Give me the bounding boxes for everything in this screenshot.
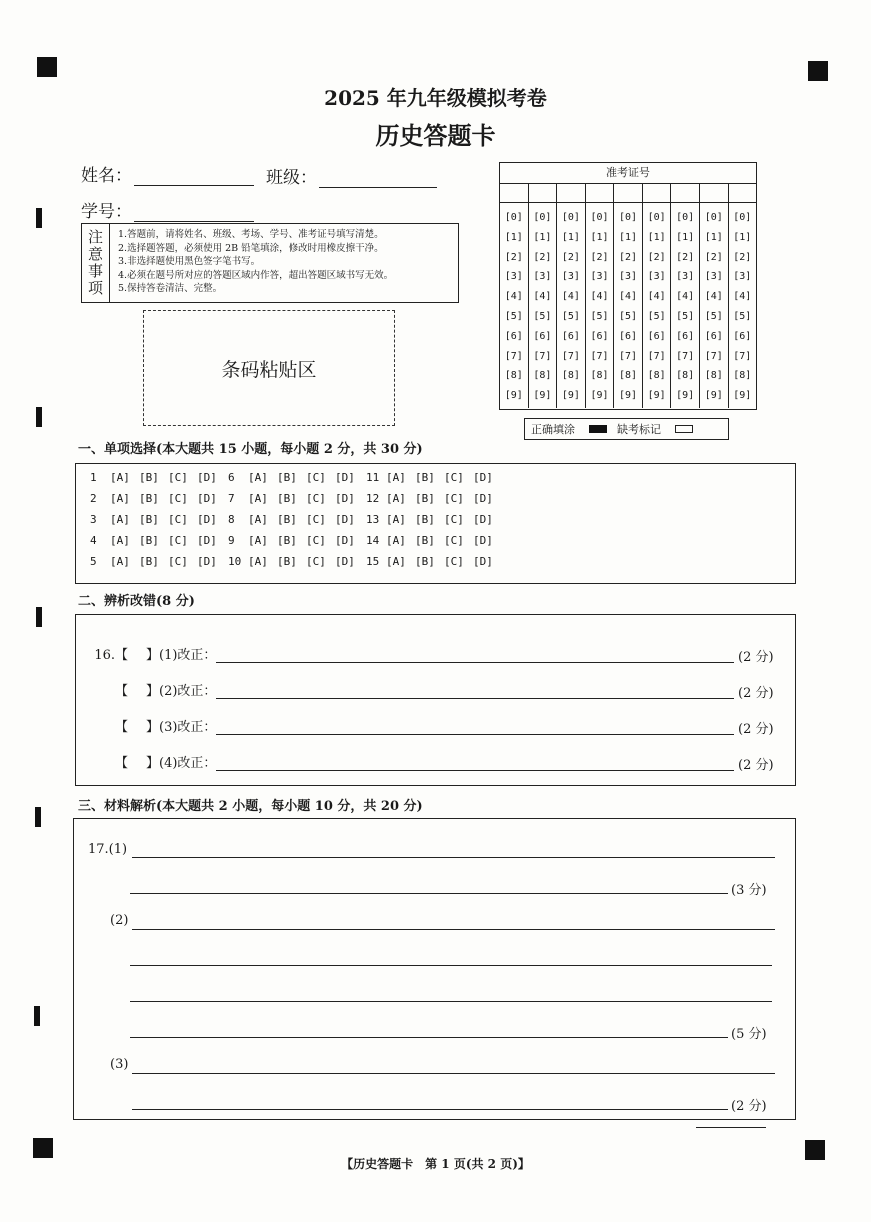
mc-question [90,513,228,526]
option-bubble[interactable]: [C] [444,513,464,526]
notice-items [110,224,393,302]
option-bubble[interactable]: [C] [168,471,188,484]
digit-bubble[interactable]: [8] [590,370,609,382]
question-number: 1 [90,471,97,484]
digit-bubble[interactable]: [9] [533,390,552,402]
mc-question [228,513,366,526]
correction-label: (3)改正： [159,720,217,735]
option-bubble[interactable]: [C] [306,513,326,526]
option-bubble[interactable]: [A] [110,534,130,547]
timing-mark [35,807,41,827]
digit-bubble[interactable]: [3] [647,271,666,283]
digit-bubble[interactable]: [7] [504,350,523,362]
notice-label-char: 意 [87,245,103,263]
q17-2-label: (2) [110,913,129,928]
admission-number-grid [499,162,757,410]
answer-line[interactable] [130,965,772,966]
digit-bubble[interactable]: [6] [733,330,752,342]
option-bubble[interactable]: [D] [335,534,355,547]
mc-row [90,555,504,568]
q17-1-points: (3 分) [731,883,767,898]
mc-row [90,513,504,526]
section2-heading: 二、辨析改错(8 分) [78,594,195,609]
class-field[interactable] [266,163,437,188]
name-line[interactable] [134,168,254,186]
absent-mark-box[interactable] [675,425,693,433]
notice-item: 2.选择题答题，必须使用 2B 铅笔填涂，修改时用橡皮擦干净。 [118,242,384,254]
correction-points: (2 分) [738,686,774,701]
digit-bubble[interactable]: [1] [590,231,609,243]
digit-bubble[interactable]: [0] [676,212,695,223]
mc-question [366,471,504,484]
option-bubble[interactable]: [C] [168,534,188,547]
correction-answer-line[interactable] [216,755,734,771]
digit-bubble[interactable]: [0] [733,212,752,223]
admission-digit-column [529,203,558,408]
option-bubble[interactable]: [A] [386,555,406,568]
digit-bubble[interactable]: [3] [733,271,752,283]
fill-legend [524,418,729,440]
digit-bubble[interactable]: [6] [647,330,666,342]
digit-bubble[interactable]: [0] [704,212,723,223]
notice-item: 4.必须在题号所对应的答题区域内作答，超出答题区域书写无效。 [118,269,394,281]
admission-digit-column [500,203,529,408]
digit-bubble[interactable]: [8] [704,370,723,382]
mc-question [366,513,504,526]
option-bubble[interactable]: [B] [415,492,435,505]
barcode-label: 条码粘贴区 [221,358,317,381]
mc-question [228,471,366,484]
digit-bubble[interactable]: [4] [647,291,666,303]
digit-bubble[interactable]: [8] [533,370,552,382]
digit-bubble[interactable]: [6] [704,330,723,342]
option-bubble[interactable]: [D] [197,471,217,484]
digit-bubble[interactable]: [9] [733,390,752,402]
digit-bubble[interactable]: [4] [619,291,638,303]
digit-bubble[interactable]: [5] [504,310,523,322]
option-bubble[interactable]: [B] [139,534,159,547]
correction-bracket-close: 】 [146,756,160,771]
digit-bubble[interactable]: [4] [733,291,752,303]
digit-bubble[interactable]: [4] [533,291,552,303]
question-number: 14 [366,534,380,547]
question-number: 13 [366,513,380,526]
absent-mark-label: 缺考标记 [617,423,661,436]
admission-digit-column [671,203,700,408]
mc-question [366,555,504,568]
answer-line[interactable] [132,1073,775,1074]
option-bubble[interactable]: [B] [415,555,435,568]
digit-bubble[interactable]: [7] [647,350,666,362]
correct-fill-label: 正确填涂 [531,423,575,436]
digit-bubble[interactable]: [8] [676,370,695,382]
mc-question [366,534,504,547]
option-bubble[interactable]: [A] [386,492,406,505]
answer-line[interactable] [130,893,728,894]
digit-bubble[interactable]: [8] [733,370,752,382]
section3-heading: 三、材料解析(本大题共 2 小题，每小题 10 分，共 20 分) [78,799,423,814]
option-bubble[interactable]: [A] [386,534,406,547]
digit-bubble[interactable]: [6] [504,330,523,342]
timing-mark [34,1006,40,1026]
correction-row [88,716,734,735]
digit-bubble[interactable]: [3] [561,271,580,283]
digit-bubble[interactable]: [5] [704,310,723,322]
mc-row [90,534,504,547]
correction-row [88,752,734,771]
digit-bubble[interactable]: [3] [533,271,552,283]
digit-bubble[interactable]: [1] [504,231,523,243]
option-bubble[interactable]: [A] [248,492,268,505]
name-field[interactable] [81,161,254,186]
q17-1-label: 17.(1) [88,842,128,857]
digit-bubble[interactable]: [7] [704,350,723,362]
digit-bubble[interactable]: [7] [733,350,752,362]
digit-bubble[interactable]: [7] [676,350,695,362]
mc-row [90,471,504,484]
mc-question [228,555,366,568]
digit-bubble[interactable]: [4] [504,291,523,303]
digit-bubble[interactable]: [9] [561,390,580,402]
correction-answer-line[interactable] [216,719,734,735]
option-bubble[interactable]: [C] [168,492,188,505]
digit-bubble[interactable]: [3] [590,271,609,283]
digit-bubble[interactable]: [1] [533,231,552,243]
correction-row [88,644,734,663]
digit-bubble[interactable]: [9] [704,390,723,402]
option-bubble[interactable]: [D] [197,492,217,505]
page-footer: 【历史答题卡 第 1 页(共 2 页)】 [341,1157,530,1171]
notice-label-char: 事 [87,262,103,280]
option-bubble[interactable]: [C] [444,492,464,505]
digit-bubble[interactable]: [2] [590,251,609,263]
option-bubble[interactable]: [B] [277,513,297,526]
mc-question [90,555,228,568]
correction-answer-line[interactable] [216,683,734,699]
option-bubble[interactable]: [A] [110,513,130,526]
option-bubble[interactable]: [A] [386,513,406,526]
notice-box [81,223,459,303]
section1-heading: 一、单项选择(本大题共 15 小题，每小题 2 分，共 30 分) [78,442,423,457]
option-bubble[interactable]: [D] [335,555,355,568]
notice-label-char: 项 [87,279,103,297]
answer-line[interactable] [130,1001,772,1002]
digit-bubble[interactable]: [7] [561,350,580,362]
question-number: 10 [228,555,242,568]
option-bubble[interactable]: [B] [415,534,435,547]
option-bubble[interactable]: [A] [248,513,268,526]
option-bubble[interactable]: [C] [168,555,188,568]
digit-bubble[interactable]: [3] [619,271,638,283]
correction-prefix: 16.【 [94,648,128,663]
class-label: 班级： [266,168,317,188]
option-bubble[interactable]: [D] [473,492,493,505]
digit-bubble[interactable]: [4] [676,291,695,303]
digit-bubble[interactable]: [6] [619,330,638,342]
correction-bracket-close: 】 [146,720,160,735]
correction-points: (2 分) [738,650,774,665]
option-bubble[interactable]: [B] [139,471,159,484]
correction-prefix: 【 [114,756,128,771]
option-bubble[interactable]: [D] [197,513,217,526]
digit-bubble[interactable]: [0] [561,212,580,223]
timing-mark [36,208,42,228]
admission-digit-column [643,203,672,408]
option-bubble[interactable]: [A] [248,555,268,568]
digit-bubble[interactable]: [0] [647,212,666,223]
q17-2-points: (5 分) [731,1027,767,1042]
option-bubble[interactable]: [B] [415,513,435,526]
option-bubble[interactable]: [D] [335,471,355,484]
option-bubble[interactable]: [D] [197,555,217,568]
digit-bubble[interactable]: [8] [647,370,666,382]
option-bubble[interactable]: [B] [277,555,297,568]
correction-label: (4)改正： [159,756,217,771]
correction-prefix: 【 [114,684,128,699]
notice-item: 1.答题前，请将姓名、班级、考场、学号、准考证号填写清楚。 [118,229,384,240]
digit-bubble[interactable]: [5] [533,310,552,322]
q17-3-label: (3) [110,1057,129,1072]
digit-bubble[interactable]: [8] [504,370,523,382]
correction-points: (2 分) [738,758,774,773]
option-bubble[interactable]: [B] [415,471,435,484]
question-number: 5 [90,555,97,568]
digit-bubble[interactable]: [0] [590,212,609,223]
question-number: 3 [90,513,97,526]
digit-bubble[interactable]: [9] [676,390,695,402]
digit-bubble[interactable]: [7] [590,350,609,362]
digit-bubble[interactable]: [4] [590,291,609,303]
digit-bubble[interactable]: [5] [619,310,638,322]
mc-question [90,492,228,505]
digit-bubble[interactable]: [2] [647,251,666,263]
admission-digit-column [586,203,615,408]
mc-question [228,534,366,547]
option-bubble[interactable]: [C] [444,555,464,568]
digit-bubble[interactable]: [3] [704,271,723,283]
option-bubble[interactable]: [A] [110,492,130,505]
notice-item: 5.保持答卷清洁、完整。 [118,283,223,294]
digit-bubble[interactable]: [8] [561,370,580,382]
option-bubble[interactable]: [B] [139,513,159,526]
answer-line[interactable] [132,857,775,858]
option-bubble[interactable]: [D] [473,513,493,526]
digit-bubble[interactable]: [5] [561,310,580,322]
digit-bubble[interactable]: [8] [619,370,638,382]
digit-bubble[interactable]: [1] [704,231,723,243]
correction-row [88,680,734,699]
question-number: 4 [90,534,97,547]
q17-3-points: (2 分) [731,1099,767,1114]
digit-bubble[interactable]: [9] [619,390,638,402]
timing-mark [36,607,42,627]
digit-bubble[interactable]: [5] [676,310,695,322]
digit-bubble[interactable]: [9] [647,390,666,402]
option-bubble[interactable]: [A] [248,471,268,484]
question-number: 8 [228,513,235,526]
corner-mark-top-left [37,57,57,77]
digit-bubble[interactable]: [9] [590,390,609,402]
answer-line[interactable] [132,929,775,930]
digit-bubble[interactable]: [5] [733,310,752,322]
answer-line[interactable] [132,1109,728,1110]
correct-fill-swatch [589,425,607,433]
option-bubble[interactable]: [D] [197,534,217,547]
option-bubble[interactable]: [A] [248,534,268,547]
option-bubble[interactable]: [C] [306,492,326,505]
digit-bubble[interactable]: [0] [619,212,638,223]
mc-question [366,492,504,505]
correction-points: (2 分) [738,722,774,737]
option-bubble[interactable]: [B] [139,555,159,568]
option-bubble[interactable]: [D] [335,492,355,505]
student-id-label: 学号： [81,202,132,222]
option-bubble[interactable]: [C] [168,513,188,526]
barcode-area [143,310,395,426]
student-id-line[interactable] [134,204,254,222]
correction-bracket-close: 】 [146,648,160,663]
digit-bubble[interactable]: [3] [504,271,523,283]
correction-label: (1)改正： [159,648,217,663]
correction-bracket-close: 】 [146,684,160,699]
digit-bubble[interactable]: [5] [590,310,609,322]
correction-label: (2)改正： [159,684,217,699]
digit-bubble[interactable]: [2] [533,251,552,263]
question-number: 2 [90,492,97,505]
question-number: 12 [366,492,380,505]
card-title: 历史答题卡 [375,121,496,150]
admission-label: 准考证号 [500,163,756,184]
digit-bubble[interactable]: [0] [504,212,523,223]
digit-bubble[interactable]: [6] [533,330,552,342]
digit-bubble[interactable]: [1] [619,231,638,243]
student-id-field[interactable] [81,197,254,222]
option-bubble[interactable]: [C] [306,534,326,547]
digit-bubble[interactable]: [6] [590,330,609,342]
digit-bubble[interactable]: [1] [561,231,580,243]
option-bubble[interactable]: [A] [110,555,130,568]
name-label: 姓名： [81,166,132,186]
page-end-rule [696,1127,766,1128]
digit-bubble[interactable]: [7] [619,350,638,362]
option-bubble[interactable]: [C] [444,534,464,547]
digit-bubble[interactable]: [2] [676,251,695,263]
notice-label-char: 注 [87,228,103,246]
option-bubble[interactable]: [A] [386,471,406,484]
mc-question [90,471,228,484]
question-number: 7 [228,492,235,505]
question-number: 6 [228,471,235,484]
digit-bubble[interactable]: [6] [561,330,580,342]
digit-bubble[interactable]: [4] [561,291,580,303]
digit-bubble[interactable]: [2] [619,251,638,263]
option-bubble[interactable]: [A] [110,471,130,484]
notice-label [82,224,110,302]
mc-question [228,492,366,505]
digit-bubble[interactable]: [3] [676,271,695,283]
answer-line[interactable] [130,1037,728,1038]
digit-bubble[interactable]: [1] [733,231,752,243]
digit-bubble[interactable]: [6] [676,330,695,342]
digit-bubble[interactable]: [2] [733,251,752,263]
question-number: 15 [366,555,380,568]
exam-title: 2025 年九年级模拟考卷 [324,86,547,110]
admission-digit-column [557,203,586,408]
option-bubble[interactable]: [D] [335,513,355,526]
option-bubble[interactable]: [B] [277,534,297,547]
option-bubble[interactable]: [D] [473,534,493,547]
option-bubble[interactable]: [B] [139,492,159,505]
admission-digit-column [700,203,729,408]
admission-write-row[interactable] [500,184,756,203]
digit-bubble[interactable]: [2] [504,251,523,263]
digit-bubble[interactable]: [1] [647,231,666,243]
notice-item: 3.非选择题使用黑色签字笔书写。 [118,256,261,267]
correction-prefix: 【 [114,720,128,735]
option-bubble[interactable]: [D] [473,555,493,568]
option-bubble[interactable]: [C] [306,555,326,568]
corner-mark-top-right [808,61,828,81]
admission-digit-column [614,203,643,408]
option-bubble[interactable]: [C] [306,471,326,484]
digit-bubble[interactable]: [1] [676,231,695,243]
digit-bubble[interactable]: [0] [533,212,552,223]
class-line[interactable] [319,170,437,188]
mc-row [90,492,504,505]
option-bubble[interactable]: [B] [277,492,297,505]
mc-question [90,534,228,547]
digit-bubble[interactable]: [4] [704,291,723,303]
section3-box [73,818,796,1120]
digit-bubble[interactable]: [5] [647,310,666,322]
option-bubble[interactable]: [C] [444,471,464,484]
question-number: 11 [366,471,380,484]
digit-bubble[interactable]: [7] [533,350,552,362]
option-bubble[interactable]: [D] [473,471,493,484]
correction-answer-line[interactable] [216,647,734,663]
digit-bubble[interactable]: [9] [504,390,523,402]
option-bubble[interactable]: [B] [277,471,297,484]
digit-bubble[interactable]: [2] [561,251,580,263]
digit-bubble[interactable]: [2] [704,251,723,263]
admission-bubble-columns [500,203,756,408]
timing-mark [36,407,42,427]
admission-digit-column [729,203,757,408]
question-number: 9 [228,534,235,547]
